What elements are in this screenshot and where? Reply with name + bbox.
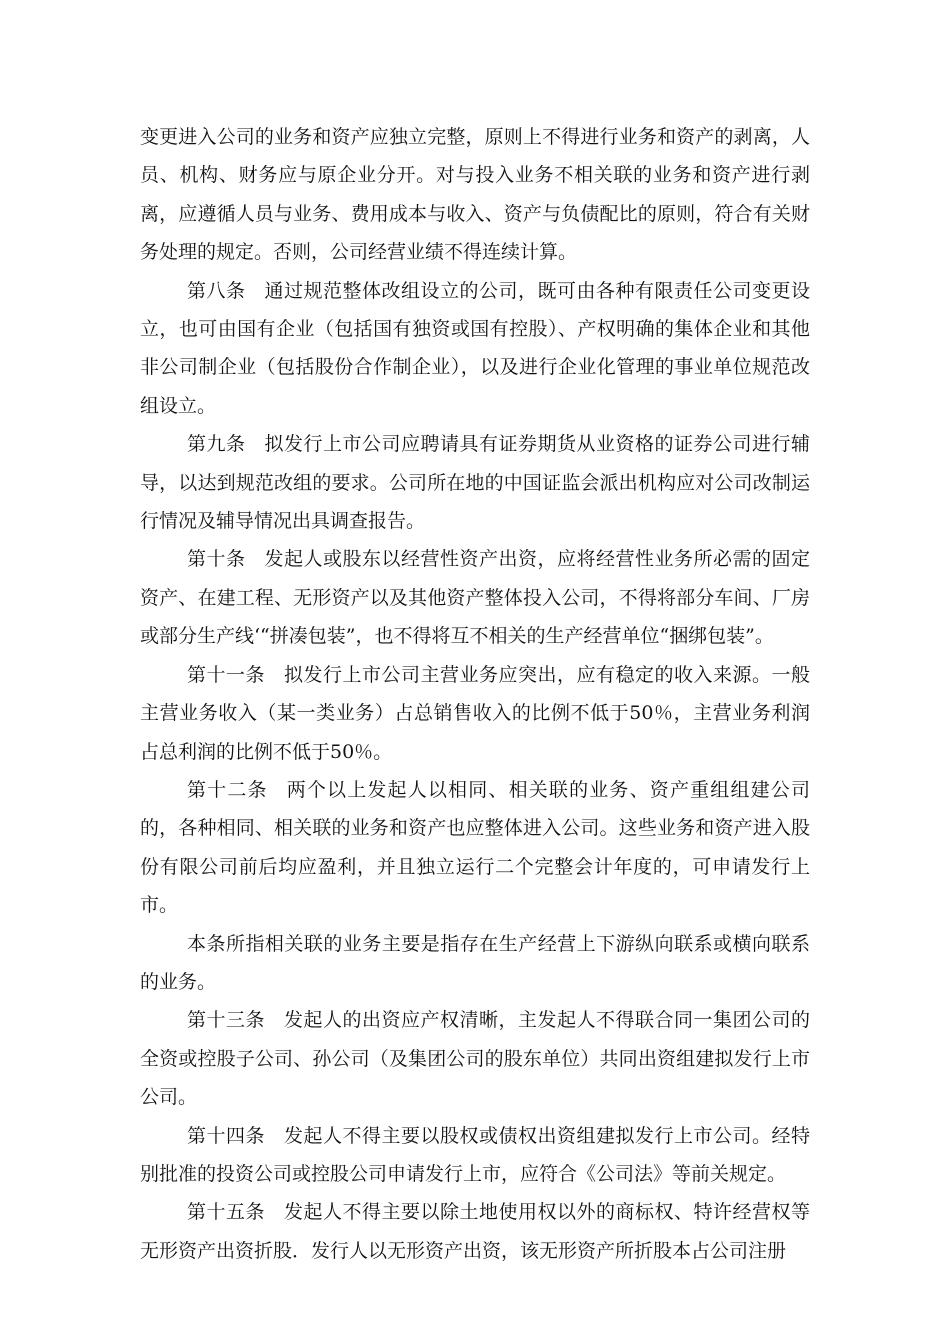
article-10	[140, 540, 810, 655]
article-text: 发起人的出资应产权清晰，主发起人不得联合同一集团公司的全资或控股子公司、孙公司（及集团公司的股东单位）共同出资组建拟发行上市公司。	[140, 1009, 810, 1109]
article-label: 第八条	[187, 279, 246, 302]
article-text: 通过规范整体改组设立的公司，既可由各种有限责任公司变更设立，也可由国有企业（包括国有独资或国有控股）、产权明确的集体企业和其他非公司制企业（包括股份合作制企业），以及进行企业化管理的事业单位规范改组设立。	[140, 279, 810, 417]
paragraph-text: 变更进入公司的业务和资产应独立完整，原则上不得进行业务和资产的剥离，人员、机构、财务应与原企业分开。对与投入业务不相关联的业务和资产进行剥离，应遵循人员与业务、费用成本与收入、资产与负债配比的原则，符合有关财务处理的规定。否则，公司经营业绩不得连续计算。	[140, 126, 810, 264]
article-label: 第十一条	[187, 663, 265, 686]
article-text: 发起人不得主要以除土地使用权以外的商标权、特许经营权等无形资产出资折股．发行人以无形资产出资，该无形资产所折股本占公司注册	[140, 1201, 810, 1262]
article-label: 第十二条	[187, 778, 268, 801]
article-text: 发起人不得主要以股权或债权出资组建拟发行上市公司。经特别批准的投资公司或控股公司申请发行上市，应符合《公司法》等前关规定。	[140, 1124, 810, 1185]
document-body	[140, 118, 810, 1270]
article-9	[140, 425, 810, 540]
paragraph-text: 本条所指相关联的业务主要是指存在生产经营上下游纵向联系或横向联系的业务。	[140, 932, 810, 993]
paragraph-continuation	[140, 118, 810, 272]
article-label: 第十四条	[187, 1124, 265, 1147]
article-text: 拟发行上市公司应聘请具有证券期货从业资格的证券公司进行辅导，以达到规范改组的要求。公司所在地的中国证监会派出机构应对公司改制运行情况及辅导情况出具调查报告。	[140, 433, 810, 533]
article-label: 第九条	[187, 433, 246, 456]
article-text: 两个以上发起人以相同、相关联的业务、资产重组组建公司的，各种相同、相关联的业务和资产也应整体进入公司。这些业务和资产进入股份有限公司前后均应盈利，并且独立运行二个完整会计年度的，可申请发行上市。	[140, 778, 810, 917]
article-label: 第十五条	[187, 1201, 265, 1224]
article-12	[140, 771, 810, 925]
article-text: 拟发行上市公司主营业务应突出，应有稳定的收入来源。一般主营业务收入（某一类业务）占总销售收入的比例不低于50％，主营业务利润占总利润的比例不低于50％。	[140, 663, 810, 763]
article-8	[140, 272, 810, 426]
article-label: 第十三条	[187, 1009, 265, 1032]
article-label: 第十条	[187, 548, 246, 571]
article-15	[140, 1193, 810, 1270]
article-text: 发起人或股东以经营性资产出资，应将经营性业务所必需的固定资产、在建工程、无形资产以及其他资产整体投入公司，不得将部分车间、厂房或部分生产线‘“拼凑包装”，也不得将互不相关的生产经营单位“捆绑包装”。	[140, 548, 810, 648]
article-14	[140, 1117, 810, 1194]
article-11	[140, 656, 810, 771]
article-13	[140, 1001, 810, 1116]
article-12-note	[140, 925, 810, 1002]
